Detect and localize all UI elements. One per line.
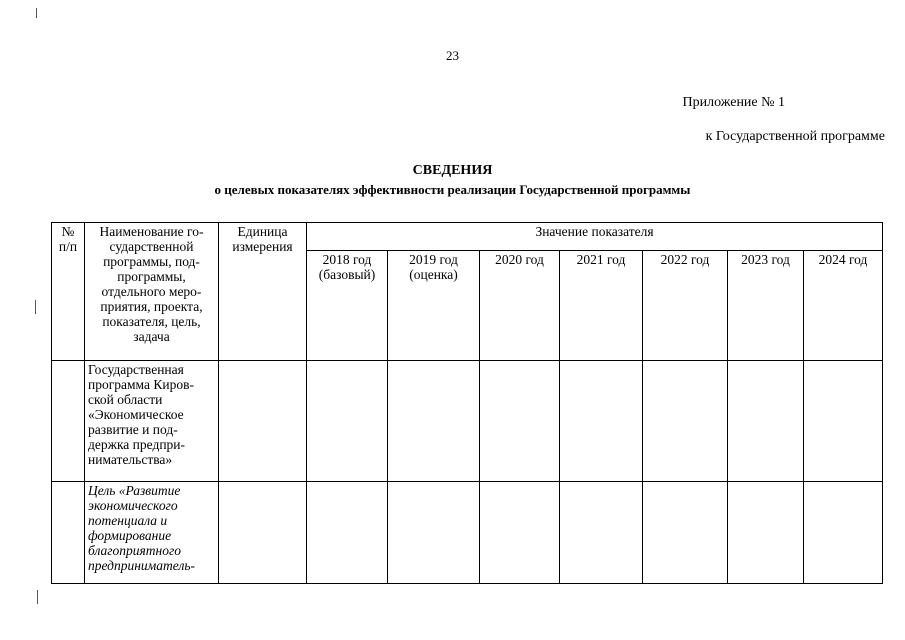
header-year-2022: 2022 год	[643, 251, 728, 361]
value-cell	[480, 482, 560, 584]
value-cell	[560, 361, 643, 482]
row-name: Цель «Развитие экономического потенциала и формирование благоприятного предприниматель-	[85, 482, 219, 584]
header-year-2023: 2023 год	[728, 251, 804, 361]
value-cell	[728, 482, 804, 584]
header-unit: Единица измерения	[219, 223, 307, 361]
header-indicator-value: Значение показателя	[307, 223, 883, 251]
header-year-2024: 2024 год	[804, 251, 883, 361]
header-year-2019: 2019 год (оценка)	[388, 251, 480, 361]
value-cell	[307, 482, 388, 584]
value-cell	[728, 361, 804, 482]
table-row	[52, 361, 883, 482]
value-cell	[388, 482, 480, 584]
header-year-2018: 2018 год (базовый)	[307, 251, 388, 361]
indicators-table	[51, 222, 883, 584]
value-cell	[804, 361, 883, 482]
header-number: № п/п	[52, 223, 85, 361]
scan-artifact	[36, 8, 37, 18]
value-cell	[388, 361, 480, 482]
document-title: СВЕДЕНИЯ	[412, 163, 493, 178]
appendix-reference: к Государственной программе	[705, 129, 885, 144]
appendix-label: Приложение № 1	[682, 95, 785, 110]
table-row	[52, 482, 883, 584]
scan-artifact	[37, 590, 38, 604]
document-subtitle: о целевых показателях эффективности реализации Государственной программы	[214, 182, 691, 197]
row-unit	[219, 482, 307, 584]
value-cell	[560, 482, 643, 584]
scan-artifact	[35, 300, 36, 314]
row-number	[52, 482, 85, 584]
value-cell	[307, 361, 388, 482]
header-year-2021: 2021 год	[560, 251, 643, 361]
row-name: Государственная программа Киров-ской области «Экономическое развитие и под-держка предпри-нимательства»	[85, 361, 219, 482]
row-unit	[219, 361, 307, 482]
page-number: 23	[446, 48, 459, 63]
value-cell	[643, 361, 728, 482]
value-cell	[804, 482, 883, 584]
value-cell	[643, 482, 728, 584]
row-number	[52, 361, 85, 482]
header-name: Наименование го-сударственной программы, под-программы, отдельного меро-приятия, проекта, показателя, цель, задача	[85, 223, 219, 361]
value-cell	[480, 361, 560, 482]
header-year-2020: 2020 год	[480, 251, 560, 361]
